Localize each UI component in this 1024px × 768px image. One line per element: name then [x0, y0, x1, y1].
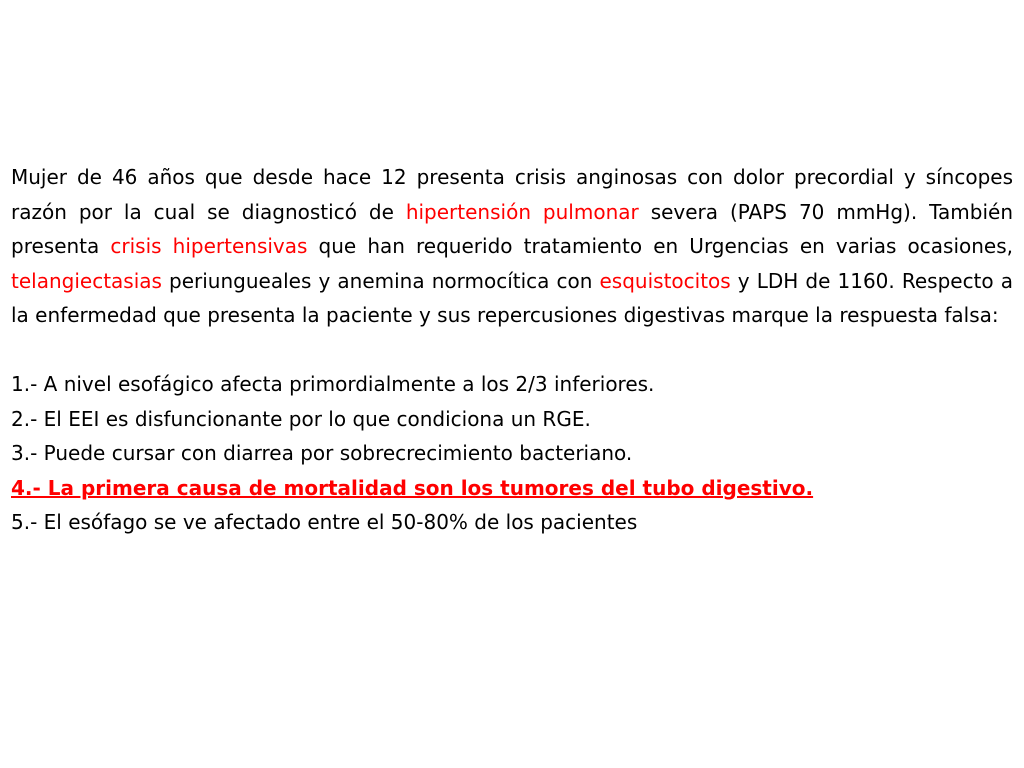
- option-3: 3.- Puede cursar con diarrea por sobrecrecimiento bacteriano.: [11, 441, 633, 465]
- question-text-1: Mujer de 46 años que desde hace 12 presenta crisis anginosas con dolor precordial y síncopes razón por la cual se diagnosticó de: [11, 165, 1013, 224]
- slide-content: [11, 160, 1013, 540]
- question-text-5: y LDH de 1160. Respecto a la enfermedad que presenta la paciente y sus repercusiones digestivas marque la respuesta falsa:: [11, 268, 1013, 327]
- option-5: 5.- El esófago se ve afectado entre el 50-80% de los pacientes: [11, 510, 638, 534]
- options-list: [11, 367, 1013, 540]
- question-text-4: periungueales y anemina normocítica con: [161, 268, 600, 293]
- highlight-hipertension-pulmonar: hipertensión pulmonar: [405, 199, 639, 224]
- highlight-esquistocitos: esquistocitos: [599, 268, 731, 293]
- option-1: 1.- A nivel esofágico afecta primordialmente a los 2/3 inferiores.: [11, 372, 655, 396]
- option-4-correct-answer: 4.- La primera causa de mortalidad son los tumores del tubo digestivo.: [11, 475, 814, 500]
- option-2: 2.- El EEI es disfuncionante por lo que condiciona un RGE.: [11, 406, 591, 431]
- question-paragraph: [11, 160, 1013, 333]
- highlight-crisis-hipertensivas: crisis hipertensivas: [110, 234, 308, 258]
- highlight-telangiectasias: telangiectasias: [11, 268, 162, 293]
- blank-line: [11, 333, 1013, 368]
- question-text-2: severa (PAPS 70 mmHg). También presenta: [11, 199, 1014, 258]
- question-text-3: que han requerido tratamiento en Urgencias en varias ocasiones,: [307, 234, 1014, 258]
